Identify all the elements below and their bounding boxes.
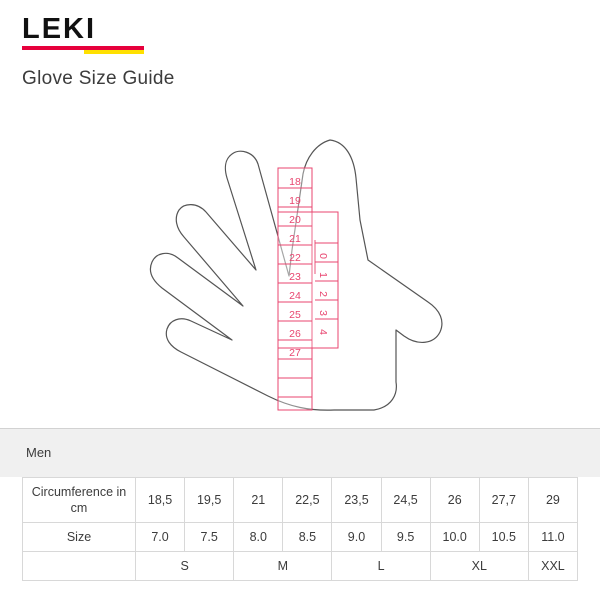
- tape-label-h-2: 2: [317, 291, 329, 297]
- tape-label-22: 22: [289, 252, 301, 264]
- tape-label-26: 26: [289, 328, 301, 340]
- cell-size-3: 8.0: [234, 523, 283, 552]
- tape-label-24: 24: [289, 290, 301, 302]
- cell-circ-2: 19,5: [185, 478, 234, 523]
- tape-label-h-3: 3: [317, 310, 329, 316]
- tape-label-27: 27: [289, 347, 301, 359]
- leki-logo-bars: [22, 46, 144, 54]
- page-title: Glove Size Guide: [22, 68, 175, 89]
- tape-label-h-0: 0: [317, 253, 329, 259]
- tape-label-h-1: 1: [317, 272, 329, 278]
- tape-label-21: 21: [289, 233, 301, 245]
- tape-label-19: 19: [289, 195, 301, 207]
- table-row-size: [23, 523, 578, 552]
- cell-group-s: S: [136, 552, 234, 581]
- row-label-circumference: Circumference in cm: [23, 478, 136, 523]
- gender-group-header: [0, 429, 600, 477]
- tape-label-h-4: 4: [317, 329, 329, 335]
- cell-group-l: L: [332, 552, 430, 581]
- size-table-area: [0, 428, 600, 601]
- table-row-size-groups: [23, 552, 578, 581]
- cell-size-7: 10.0: [430, 523, 479, 552]
- horizontal-measuring-tape: [278, 212, 338, 348]
- row-label-size: Size: [23, 523, 136, 552]
- cell-size-2: 7.5: [185, 523, 234, 552]
- cell-size-6: 9.5: [381, 523, 430, 552]
- cell-circ-8: 27,7: [479, 478, 528, 523]
- leki-logo: [22, 14, 152, 54]
- logo-bar-yellow: [84, 50, 144, 54]
- cell-size-9: 11.0: [528, 523, 577, 552]
- cell-circ-4: 22,5: [283, 478, 332, 523]
- cell-size-8: 10.5: [479, 523, 528, 552]
- tape-label-23: 23: [289, 271, 301, 283]
- tape-label-25: 25: [289, 309, 301, 321]
- hand-measurement-illustration: [0, 100, 600, 420]
- gender-group-label: Men: [26, 445, 52, 460]
- cell-size-5: 9.0: [332, 523, 381, 552]
- tape-label-20: 20: [289, 214, 301, 226]
- cell-group-m: M: [234, 552, 332, 581]
- cell-circ-5: 23,5: [332, 478, 381, 523]
- leki-logo-wordmark: LEKI: [22, 13, 97, 45]
- cell-group-xxl: XXL: [528, 552, 577, 581]
- table-row-circumference: [23, 478, 578, 523]
- cell-circ-6: 24,5: [381, 478, 430, 523]
- cell-circ-9: 29: [528, 478, 577, 523]
- tape-label-18: 18: [289, 176, 301, 188]
- cell-circ-7: 26: [430, 478, 479, 523]
- cell-group-xl: XL: [430, 552, 528, 581]
- cell-size-4: 8.5: [283, 523, 332, 552]
- cell-circ-3: 21: [234, 478, 283, 523]
- cell-circ-1: 18,5: [136, 478, 185, 523]
- size-table: [22, 477, 578, 581]
- row-label-empty: [23, 552, 136, 581]
- cell-size-1: 7.0: [136, 523, 185, 552]
